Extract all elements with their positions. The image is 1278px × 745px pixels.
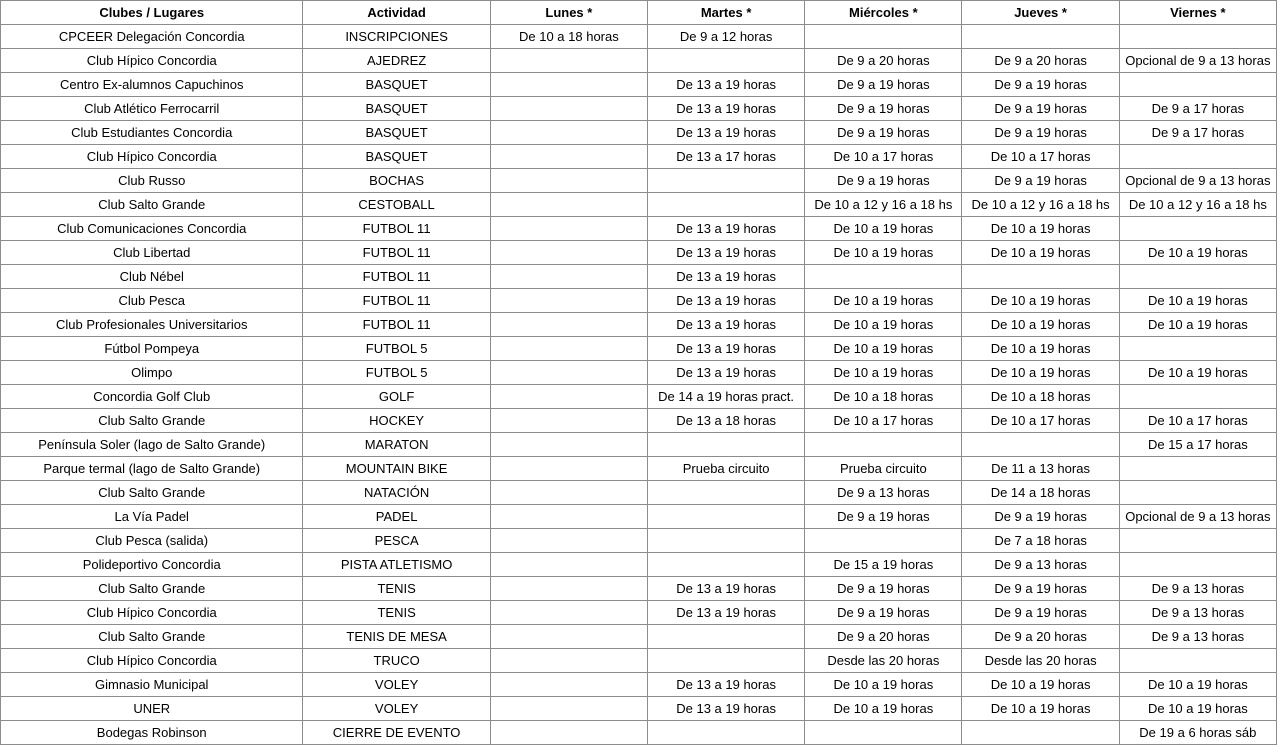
tuesday-cell <box>647 169 804 193</box>
monday-cell <box>490 241 647 265</box>
friday-cell: De 10 a 17 horas <box>1119 409 1276 433</box>
activity-cell: FUTBOL 11 <box>303 289 490 313</box>
tuesday-cell: De 13 a 19 horas <box>647 337 804 361</box>
wednesday-cell: Prueba circuito <box>805 457 962 481</box>
tuesday-cell <box>647 649 804 673</box>
tuesday-cell: De 13 a 19 horas <box>647 361 804 385</box>
table-row <box>1 361 1277 385</box>
monday-cell <box>490 721 647 745</box>
header-row <box>1 1 1277 25</box>
monday-cell <box>490 625 647 649</box>
friday-cell <box>1119 649 1276 673</box>
activity-cell: BASQUET <box>303 97 490 121</box>
wednesday-cell: De 9 a 19 horas <box>805 97 962 121</box>
activity-cell: NATACIÓN <box>303 481 490 505</box>
club-cell: Club Estudiantes Concordia <box>1 121 303 145</box>
activity-cell: TRUCO <box>303 649 490 673</box>
thursday-cell: De 10 a 17 horas <box>962 145 1119 169</box>
thursday-cell: De 10 a 19 horas <box>962 697 1119 721</box>
table-row <box>1 241 1277 265</box>
wednesday-cell: De 10 a 19 horas <box>805 697 962 721</box>
club-cell: Polideportivo Concordia <box>1 553 303 577</box>
table-row <box>1 385 1277 409</box>
table-row <box>1 625 1277 649</box>
tuesday-cell <box>647 193 804 217</box>
friday-cell: De 10 a 19 horas <box>1119 361 1276 385</box>
friday-cell: De 10 a 19 horas <box>1119 241 1276 265</box>
friday-cell: Opcional de 9 a 13 horas <box>1119 169 1276 193</box>
friday-cell: De 10 a 19 horas <box>1119 673 1276 697</box>
club-cell: Gimnasio Municipal <box>1 673 303 697</box>
friday-cell <box>1119 25 1276 49</box>
friday-cell <box>1119 217 1276 241</box>
tuesday-cell <box>647 505 804 529</box>
thursday-cell: De 10 a 18 horas <box>962 385 1119 409</box>
thursday-cell: De 9 a 19 horas <box>962 121 1119 145</box>
activity-cell: VOLEY <box>303 697 490 721</box>
monday-cell <box>490 697 647 721</box>
wednesday-cell: De 9 a 20 horas <box>805 625 962 649</box>
wednesday-cell: De 9 a 19 horas <box>805 121 962 145</box>
table-row <box>1 697 1277 721</box>
tuesday-cell: De 13 a 19 horas <box>647 265 804 289</box>
friday-cell: De 9 a 13 horas <box>1119 601 1276 625</box>
tuesday-cell <box>647 49 804 73</box>
thursday-cell: De 10 a 19 horas <box>962 241 1119 265</box>
club-cell: Club Pesca (salida) <box>1 529 303 553</box>
wednesday-cell: De 9 a 19 horas <box>805 169 962 193</box>
thursday-cell: De 7 a 18 horas <box>962 529 1119 553</box>
table-row <box>1 337 1277 361</box>
monday-cell <box>490 217 647 241</box>
club-cell: Club Profesionales Universitarios <box>1 313 303 337</box>
thursday-cell: De 9 a 19 horas <box>962 577 1119 601</box>
monday-cell <box>490 145 647 169</box>
thursday-cell: De 9 a 19 horas <box>962 505 1119 529</box>
friday-cell: De 15 a 17 horas <box>1119 433 1276 457</box>
thursday-cell <box>962 265 1119 289</box>
monday-cell <box>490 673 647 697</box>
tuesday-cell: De 13 a 19 horas <box>647 289 804 313</box>
wednesday-cell <box>805 721 962 745</box>
monday-cell <box>490 337 647 361</box>
table-row <box>1 169 1277 193</box>
friday-cell: De 10 a 19 horas <box>1119 289 1276 313</box>
activity-cell: TENIS <box>303 577 490 601</box>
club-cell: UNER <box>1 697 303 721</box>
activity-cell: FUTBOL 11 <box>303 313 490 337</box>
wednesday-cell <box>805 265 962 289</box>
monday-cell <box>490 649 647 673</box>
club-cell: Club Pesca <box>1 289 303 313</box>
table-row <box>1 553 1277 577</box>
activity-cell: TENIS DE MESA <box>303 625 490 649</box>
header-lunes: Lunes * <box>490 1 647 25</box>
friday-cell <box>1119 265 1276 289</box>
activity-cell: PISTA ATLETISMO <box>303 553 490 577</box>
table-row <box>1 673 1277 697</box>
thursday-cell: De 9 a 19 horas <box>962 601 1119 625</box>
header-actividad: Actividad <box>303 1 490 25</box>
thursday-cell: De 9 a 19 horas <box>962 97 1119 121</box>
club-cell: Club Salto Grande <box>1 577 303 601</box>
activity-cell: FUTBOL 11 <box>303 241 490 265</box>
tuesday-cell: De 13 a 19 horas <box>647 577 804 601</box>
club-cell: Club Hípico Concordia <box>1 49 303 73</box>
club-cell: Club Russo <box>1 169 303 193</box>
tuesday-cell: De 13 a 19 horas <box>647 73 804 97</box>
thursday-cell: De 9 a 19 horas <box>962 169 1119 193</box>
tuesday-cell: De 13 a 19 horas <box>647 313 804 337</box>
thursday-cell: De 10 a 19 horas <box>962 337 1119 361</box>
wednesday-cell: De 9 a 20 horas <box>805 49 962 73</box>
table-row <box>1 505 1277 529</box>
table-row <box>1 121 1277 145</box>
wednesday-cell: De 9 a 19 horas <box>805 577 962 601</box>
club-cell: Concordia Golf Club <box>1 385 303 409</box>
activity-cell: FUTBOL 5 <box>303 337 490 361</box>
tuesday-cell <box>647 625 804 649</box>
monday-cell <box>490 433 647 457</box>
wednesday-cell: De 10 a 19 horas <box>805 673 962 697</box>
wednesday-cell: De 10 a 18 horas <box>805 385 962 409</box>
activity-cell: HOCKEY <box>303 409 490 433</box>
club-cell: Club Comunicaciones Concordia <box>1 217 303 241</box>
club-cell: CPCEER Delegación Concordia <box>1 25 303 49</box>
wednesday-cell: De 10 a 19 horas <box>805 361 962 385</box>
club-cell: La Vía Padel <box>1 505 303 529</box>
club-cell: Club Hípico Concordia <box>1 601 303 625</box>
thursday-cell: De 10 a 19 horas <box>962 289 1119 313</box>
monday-cell <box>490 193 647 217</box>
friday-cell <box>1119 553 1276 577</box>
club-cell: Club Salto Grande <box>1 625 303 649</box>
table-row <box>1 265 1277 289</box>
table-body <box>1 25 1277 745</box>
tuesday-cell: De 13 a 19 horas <box>647 97 804 121</box>
monday-cell <box>490 265 647 289</box>
wednesday-cell: De 10 a 17 horas <box>805 145 962 169</box>
table-row <box>1 433 1277 457</box>
thursday-cell: De 10 a 19 horas <box>962 217 1119 241</box>
wednesday-cell: De 10 a 12 y 16 a 18 hs <box>805 193 962 217</box>
tuesday-cell: De 14 a 19 horas pract. <box>647 385 804 409</box>
activity-cell: GOLF <box>303 385 490 409</box>
monday-cell <box>490 481 647 505</box>
header-clubes-lugares: Clubes / Lugares <box>1 1 303 25</box>
wednesday-cell: De 15 a 19 horas <box>805 553 962 577</box>
table-row <box>1 601 1277 625</box>
friday-cell: De 19 a 6 horas sáb <box>1119 721 1276 745</box>
thursday-cell: Desde las 20 horas <box>962 649 1119 673</box>
wednesday-cell: De 10 a 19 horas <box>805 241 962 265</box>
friday-cell <box>1119 73 1276 97</box>
activity-cell: FUTBOL 11 <box>303 265 490 289</box>
header-martes: Martes * <box>647 1 804 25</box>
activity-cell: BASQUET <box>303 145 490 169</box>
thursday-cell: De 9 a 13 horas <box>962 553 1119 577</box>
table-row <box>1 577 1277 601</box>
table-row <box>1 97 1277 121</box>
club-cell: Parque termal (lago de Salto Grande) <box>1 457 303 481</box>
wednesday-cell: De 9 a 19 horas <box>805 73 962 97</box>
tuesday-cell <box>647 553 804 577</box>
tuesday-cell: De 13 a 19 horas <box>647 673 804 697</box>
club-cell: Club Hípico Concordia <box>1 649 303 673</box>
table-row <box>1 73 1277 97</box>
activity-cell: CIERRE DE EVENTO <box>303 721 490 745</box>
friday-cell <box>1119 337 1276 361</box>
club-cell: Club Salto Grande <box>1 193 303 217</box>
table-row <box>1 409 1277 433</box>
activity-cell: BASQUET <box>303 73 490 97</box>
tuesday-cell: De 13 a 19 horas <box>647 217 804 241</box>
thursday-cell: De 10 a 17 horas <box>962 409 1119 433</box>
friday-cell <box>1119 145 1276 169</box>
wednesday-cell: De 9 a 13 horas <box>805 481 962 505</box>
friday-cell: De 9 a 13 horas <box>1119 577 1276 601</box>
activity-cell: VOLEY <box>303 673 490 697</box>
club-cell: Centro Ex-alumnos Capuchinos <box>1 73 303 97</box>
thursday-cell: De 10 a 19 horas <box>962 673 1119 697</box>
club-cell: Península Soler (lago de Salto Grande) <box>1 433 303 457</box>
friday-cell: De 9 a 13 horas <box>1119 625 1276 649</box>
tuesday-cell: De 13 a 19 horas <box>647 601 804 625</box>
thursday-cell: De 9 a 20 horas <box>962 49 1119 73</box>
table-row <box>1 313 1277 337</box>
activity-cell: BOCHAS <box>303 169 490 193</box>
thursday-cell: De 9 a 19 horas <box>962 73 1119 97</box>
wednesday-cell <box>805 25 962 49</box>
monday-cell <box>490 385 647 409</box>
friday-cell: De 10 a 19 horas <box>1119 313 1276 337</box>
table-row <box>1 217 1277 241</box>
monday-cell <box>490 289 647 313</box>
monday-cell <box>490 49 647 73</box>
thursday-cell: De 10 a 19 horas <box>962 361 1119 385</box>
friday-cell: De 10 a 19 horas <box>1119 697 1276 721</box>
activity-cell: MOUNTAIN BIKE <box>303 457 490 481</box>
activity-cell: CESTOBALL <box>303 193 490 217</box>
tuesday-cell: De 13 a 17 horas <box>647 145 804 169</box>
club-cell: Club Salto Grande <box>1 409 303 433</box>
club-cell: Club Atlético Ferrocarril <box>1 97 303 121</box>
friday-cell: Opcional de 9 a 13 horas <box>1119 505 1276 529</box>
activity-cell: AJEDREZ <box>303 49 490 73</box>
thursday-cell: De 9 a 20 horas <box>962 625 1119 649</box>
table-row <box>1 457 1277 481</box>
table-row <box>1 145 1277 169</box>
friday-cell: De 9 a 17 horas <box>1119 97 1276 121</box>
thursday-cell <box>962 25 1119 49</box>
club-cell: Club Hípico Concordia <box>1 145 303 169</box>
tuesday-cell <box>647 433 804 457</box>
wednesday-cell: De 10 a 17 horas <box>805 409 962 433</box>
monday-cell <box>490 169 647 193</box>
friday-cell <box>1119 529 1276 553</box>
activity-cell: PADEL <box>303 505 490 529</box>
friday-cell: De 9 a 17 horas <box>1119 121 1276 145</box>
monday-cell <box>490 577 647 601</box>
thursday-cell: De 10 a 12 y 16 a 18 hs <box>962 193 1119 217</box>
thursday-cell: De 11 a 13 horas <box>962 457 1119 481</box>
activity-cell: TENIS <box>303 601 490 625</box>
tuesday-cell: De 13 a 19 horas <box>647 697 804 721</box>
wednesday-cell: Desde las 20 horas <box>805 649 962 673</box>
monday-cell <box>490 601 647 625</box>
wednesday-cell: De 9 a 19 horas <box>805 505 962 529</box>
activity-cell: FUTBOL 11 <box>303 217 490 241</box>
thursday-cell: De 10 a 19 horas <box>962 313 1119 337</box>
table-row <box>1 289 1277 313</box>
activity-cell: MARATON <box>303 433 490 457</box>
table-row <box>1 721 1277 745</box>
tuesday-cell <box>647 721 804 745</box>
header-jueves: Jueves * <box>962 1 1119 25</box>
table-row <box>1 49 1277 73</box>
tuesday-cell: De 13 a 18 horas <box>647 409 804 433</box>
monday-cell <box>490 409 647 433</box>
friday-cell <box>1119 385 1276 409</box>
wednesday-cell: De 10 a 19 horas <box>805 217 962 241</box>
table-header <box>1 1 1277 25</box>
friday-cell: Opcional de 9 a 13 horas <box>1119 49 1276 73</box>
tuesday-cell: De 13 a 19 horas <box>647 121 804 145</box>
tuesday-cell: Prueba circuito <box>647 457 804 481</box>
club-cell: Club Nébel <box>1 265 303 289</box>
monday-cell <box>490 97 647 121</box>
thursday-cell <box>962 721 1119 745</box>
header-miercoles: Miércoles * <box>805 1 962 25</box>
monday-cell <box>490 457 647 481</box>
club-cell: Bodegas Robinson <box>1 721 303 745</box>
club-cell: Fútbol Pompeya <box>1 337 303 361</box>
monday-cell <box>490 529 647 553</box>
thursday-cell: De 14 a 18 horas <box>962 481 1119 505</box>
wednesday-cell <box>805 529 962 553</box>
activity-cell: PESCA <box>303 529 490 553</box>
wednesday-cell <box>805 433 962 457</box>
thursday-cell <box>962 433 1119 457</box>
table-row <box>1 529 1277 553</box>
club-cell: Club Salto Grande <box>1 481 303 505</box>
monday-cell <box>490 361 647 385</box>
activity-cell: FUTBOL 5 <box>303 361 490 385</box>
activity-cell: BASQUET <box>303 121 490 145</box>
table-row <box>1 25 1277 49</box>
club-cell: Club Libertad <box>1 241 303 265</box>
friday-cell <box>1119 481 1276 505</box>
friday-cell: De 10 a 12 y 16 a 18 hs <box>1119 193 1276 217</box>
monday-cell <box>490 313 647 337</box>
table-row <box>1 649 1277 673</box>
wednesday-cell: De 9 a 19 horas <box>805 601 962 625</box>
monday-cell <box>490 121 647 145</box>
header-viernes: Viernes * <box>1119 1 1276 25</box>
wednesday-cell: De 10 a 19 horas <box>805 337 962 361</box>
monday-cell: De 10 a 18 horas <box>490 25 647 49</box>
monday-cell <box>490 505 647 529</box>
tuesday-cell <box>647 481 804 505</box>
table-row <box>1 481 1277 505</box>
monday-cell <box>490 73 647 97</box>
tuesday-cell: De 9 a 12 horas <box>647 25 804 49</box>
tuesday-cell: De 13 a 19 horas <box>647 241 804 265</box>
table-row <box>1 193 1277 217</box>
wednesday-cell: De 10 a 19 horas <box>805 289 962 313</box>
activity-cell: INSCRIPCIONES <box>303 25 490 49</box>
tuesday-cell <box>647 529 804 553</box>
monday-cell <box>490 553 647 577</box>
wednesday-cell: De 10 a 19 horas <box>805 313 962 337</box>
club-cell: Olimpo <box>1 361 303 385</box>
friday-cell <box>1119 457 1276 481</box>
